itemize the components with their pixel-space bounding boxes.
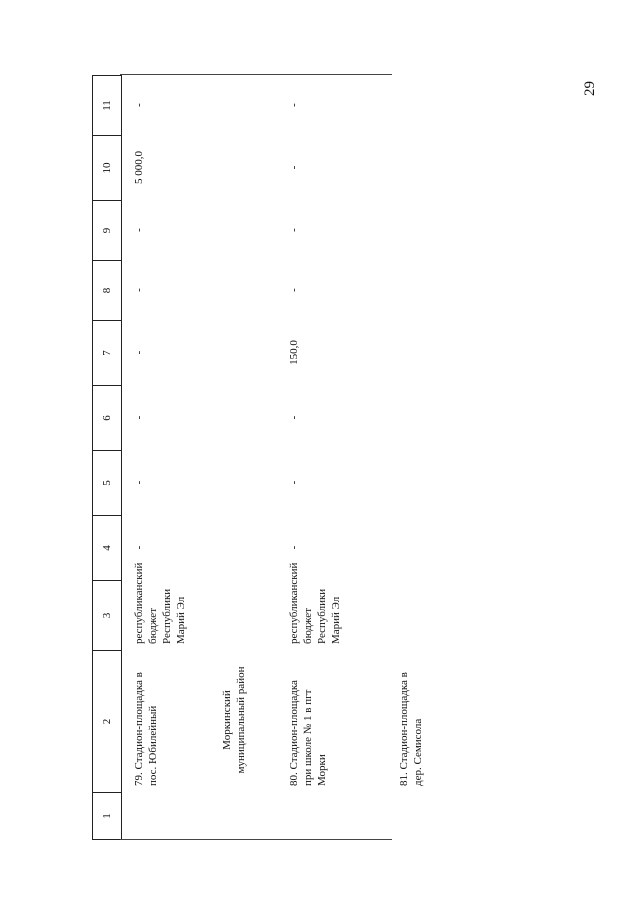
col-2-header: 2 — [93, 650, 121, 792]
row-81-name: 81. Стадион-площадка в дер. Семисола — [398, 672, 424, 786]
col-6-header: 6 — [93, 385, 121, 450]
row-80-col6: - — [288, 415, 300, 420]
row-80-col9: - — [288, 228, 300, 232]
col-10-header: 10 — [93, 135, 121, 200]
col-1-header: 1 — [93, 792, 121, 840]
col-7-header: 7 — [93, 320, 121, 385]
row-80-col5: - — [288, 480, 300, 485]
row-79-col7: - — [133, 350, 145, 355]
col-8-header: 8 — [93, 260, 121, 320]
row-80-budget: республиканский бюджет Республики Марий Эл — [288, 562, 342, 644]
district-heading: Моркинский муниципальный район — [221, 666, 247, 774]
row-79-col11: - — [133, 103, 145, 107]
row-80-col7: 150,0 — [288, 340, 300, 365]
row-79-col10: 5 000,0 — [133, 151, 145, 184]
col-4-header: 4 — [93, 515, 121, 580]
page-number: 29 — [582, 81, 598, 96]
col-9-header: 9 — [93, 200, 121, 260]
row-80-col10: - — [288, 165, 300, 170]
row-79-col6: - — [133, 415, 145, 420]
col-3-header: 3 — [93, 580, 121, 650]
row-79-col9: - — [133, 228, 145, 232]
row-79-col8: - — [133, 288, 145, 292]
row-80-col8: - — [288, 288, 300, 292]
row-80-col4: - — [288, 545, 300, 550]
row-80-col11: - — [288, 103, 300, 107]
row-80-name: 80. Стадион-площадка при школе № 1 в пгт Морки — [288, 680, 328, 786]
col-11-header: 11 — [93, 75, 121, 135]
col-5-header: 5 — [93, 450, 121, 515]
row-79-name: 79. Стадион-площадка в пос. Юбилейный — [133, 672, 159, 786]
row-79-col5: - — [133, 480, 145, 485]
row-79-budget: республиканский бюджет Республики Марий Эл — [133, 562, 187, 644]
row-79-col4: - — [133, 545, 145, 550]
